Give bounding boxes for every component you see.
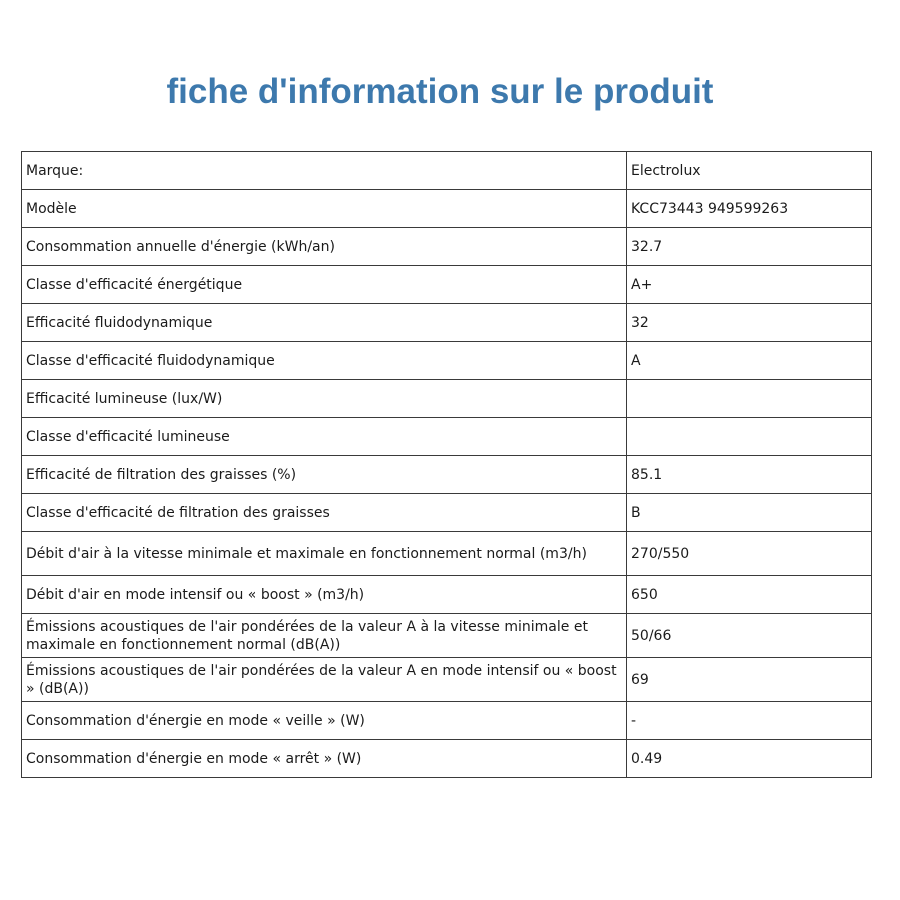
table-row [22,576,872,614]
row-value-fluid-efficiency: 32 [627,304,872,342]
table-row [22,152,872,190]
row-label-off-power: Consommation d'énergie en mode « arrêt » (W) [22,740,627,778]
row-value-airflow-normal: 270/550 [627,532,872,576]
table-row [22,702,872,740]
row-value-noise-normal: 50/66 [627,614,872,658]
row-label-standby-power: Consommation d'énergie en mode « veille » (W) [22,702,627,740]
row-label-noise-normal: Émissions acoustiques de l'air pondérées de la valeur A à la vitesse minimale et maximale en fonctionnement normal (dB(A)) [22,614,627,658]
row-label-grease-class: Classe d'efficacité de filtration des graisses [22,494,627,532]
row-label-grease-efficiency: Efficacité de filtration des graisses (%) [22,456,627,494]
row-value-standby-power: - [627,702,872,740]
table-row [22,614,872,658]
row-value-fluid-class: A [627,342,872,380]
product-info-table [21,151,872,778]
row-label-energy-class: Classe d'efficacité énergétique [22,266,627,304]
table-row [22,494,872,532]
table-row [22,456,872,494]
row-label-fluid-efficiency: Efficacité fluidodynamique [22,304,627,342]
row-value-noise-boost: 69 [627,658,872,702]
table-row [22,342,872,380]
table-row [22,740,872,778]
row-label-brand: Marque: [22,152,627,190]
table-row [22,304,872,342]
row-value-grease-efficiency: 85.1 [627,456,872,494]
row-value-off-power: 0.49 [627,740,872,778]
row-label-annual-energy: Consommation annuelle d'énergie (kWh/an) [22,228,627,266]
page-title: fiche d'information sur le produit [166,72,714,111]
table-row [22,532,872,576]
row-value-light-class [627,418,872,456]
row-value-annual-energy: 32.7 [627,228,872,266]
row-value-brand: Electrolux [627,152,872,190]
row-value-airflow-boost: 650 [627,576,872,614]
row-value-light-efficiency [627,380,872,418]
row-label-airflow-boost: Débit d'air en mode intensif ou « boost » (m3/h) [22,576,627,614]
row-label-light-class: Classe d'efficacité lumineuse [22,418,627,456]
table-row [22,380,872,418]
row-label-fluid-class: Classe d'efficacité fluidodynamique [22,342,627,380]
table-row [22,418,872,456]
table-row [22,228,872,266]
table-row [22,658,872,702]
row-value-model: KCC73443 949599263 [627,190,872,228]
table-row [22,190,872,228]
row-value-grease-class: B [627,494,872,532]
row-value-energy-class: A+ [627,266,872,304]
table-row [22,266,872,304]
row-label-light-efficiency: Efficacité lumineuse (lux/W) [22,380,627,418]
row-label-airflow-normal: Débit d'air à la vitesse minimale et maximale en fonctionnement normal (m3/h) [22,532,627,576]
row-label-noise-boost: Émissions acoustiques de l'air pondérées de la valeur A en mode intensif ou « boost » (dB(A)) [22,658,627,702]
row-label-model: Modèle [22,190,627,228]
